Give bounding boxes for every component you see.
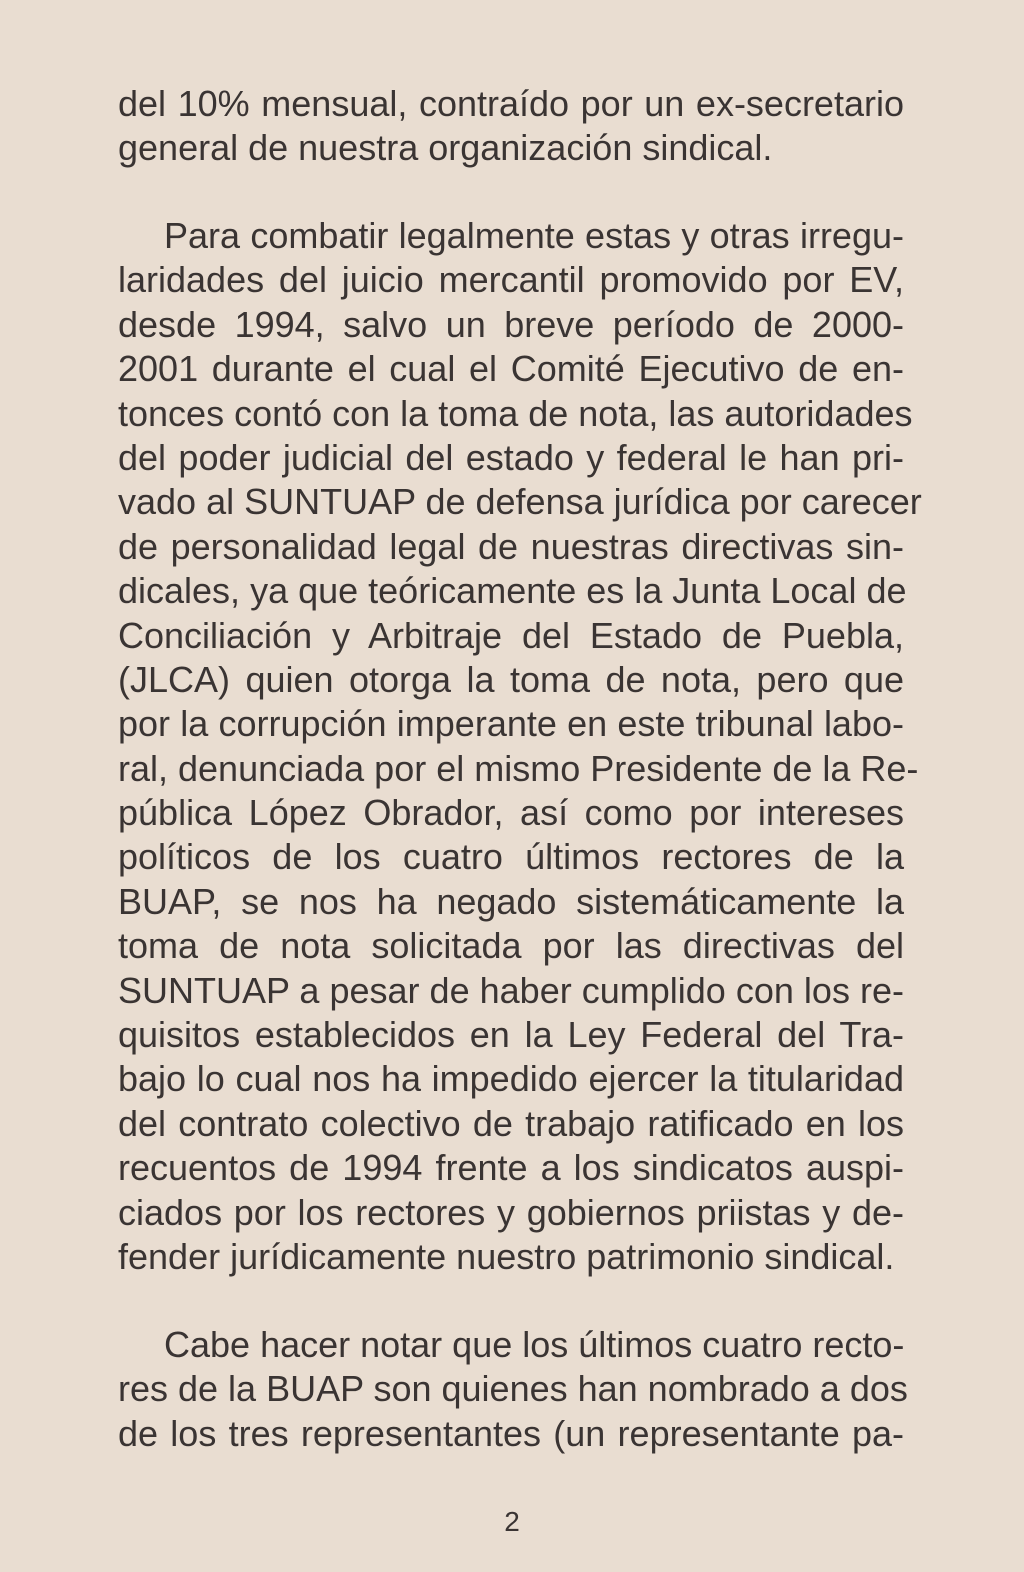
text-line: Cabe hacer notar que los últimos cuatro recto- (164, 1324, 905, 1365)
text-line: tonces contó con la toma de nota, las autoridades (118, 392, 913, 434)
text-line: general de nuestra organización sindical. (118, 127, 773, 169)
text-line: ral, denunciada por el mismo Presidente de la Re- (118, 747, 919, 789)
text-line: por la corrupción imperante en este tribunal labo- (118, 703, 904, 745)
text-line: vado al SUNTUAP de defensa jurídica por carecer (118, 481, 922, 523)
text-line: res de la BUAP son quienes han nombrado a dos (118, 1368, 908, 1410)
page-number: 2 (504, 1506, 520, 1537)
text-line: bajo lo cual nos ha impedido ejercer la titularidad (118, 1058, 904, 1100)
text-line: laridades del juicio mercantil promovido por EV, (118, 259, 904, 301)
paragraph-1 (118, 82, 904, 171)
text-line: políticos de los cuatro últimos rectores de la (118, 836, 904, 878)
text-line: de personalidad legal de nuestras directivas sin- (118, 525, 904, 567)
text-line: ciados por los rectores y gobiernos priistas y de- (118, 1191, 904, 1233)
text-line: quisitos establecidos en la Ley Federal del Tra- (118, 1014, 904, 1056)
text-line: toma de nota solicitada por las directivas del (118, 925, 904, 967)
text-line: del 10% mensual, contraído por un ex-secretario (118, 83, 904, 124)
text-line: Conciliación y Arbitraje del Estado de Puebla, (118, 614, 904, 656)
paragraph-2 (118, 214, 922, 1279)
text-line: 2001 durante el cual el Comité Ejecutivo de en- (118, 348, 904, 390)
text-line: dicales, ya que teóricamente es la Junta Local de (118, 570, 907, 612)
text-line: recuentos de 1994 frente a los sindicatos auspi- (118, 1147, 904, 1189)
text-line: del poder judicial del estado y federal le han pri- (118, 436, 904, 478)
text-line: de los tres representantes (un representante pa- (118, 1412, 904, 1454)
text-line: (JLCA) quien otorga la toma de nota, pero que (118, 658, 904, 700)
text-line: pública López Obrador, así como por intereses (118, 792, 904, 834)
text-line: BUAP, se nos ha negado sistemáticamente la (118, 880, 904, 922)
text-line: del contrato colectivo de trabajo ratificado en los (118, 1102, 904, 1144)
paragraph-3 (118, 1323, 908, 1456)
text-line: SUNTUAP a pesar de haber cumplido con los re- (118, 969, 904, 1011)
text-line: Para combatir legalmente estas y otras irregu- (164, 215, 904, 256)
text-line: fender jurídicamente nuestro patrimonio sindical. (118, 1235, 895, 1277)
text-line: desde 1994, salvo un breve período de 2000- (118, 303, 904, 345)
